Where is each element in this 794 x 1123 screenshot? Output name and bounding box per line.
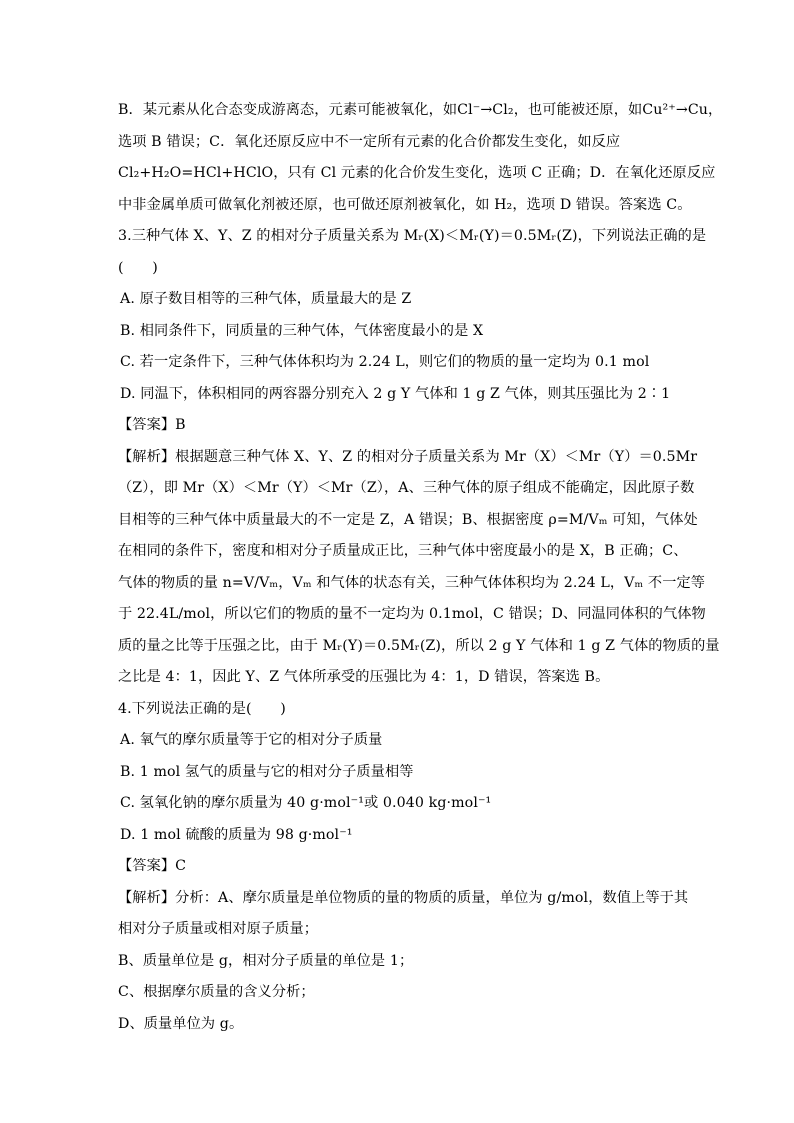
question-3-analysis-8: 之比是 4：1，因此 Y、Z 气体所承受的压强比为 4：1，D 错误，答案选 B。 (118, 669, 610, 685)
question-4-analysis-4: C、根据摩尔质量的含义分析； (118, 984, 315, 1000)
question-4-analysis-3: B、质量单位是 g，相对分子质量的单位是 1； (118, 952, 414, 969)
question-4-option-b: B. 1 mol 氢气的质量与它的相对分子质量相等 (120, 763, 414, 780)
question-3-analysis-1: 【解析】根据题意三种气体 X、Y、Z 的相对分子质量关系为 Mr（X）＜Mr（Y）＝0.5Mr (118, 448, 698, 465)
text-line-1: B．某元素从化合态变成游离态，元素可能被氧化，如Cl⁻→Cl₂，也可能被还原，如Cu²⁺→Cu， (118, 102, 723, 118)
question-4-option-c: C. 氢氧化钠的摩尔质量为 40 g·mol⁻¹或 0.040 kg·mol⁻¹ (120, 795, 492, 811)
question-4-analysis-5: D、质量单位为 g。 (118, 1015, 244, 1032)
question-3-option-a: A. 原子数目相等的三种气体，质量最大的是 Z (120, 291, 412, 307)
question-3-analysis-3: 目相等的三种气体中质量最大的不一定是 Z，A 错误；B、根据密度 ρ=M/Vₘ 可知，气体处 (118, 511, 698, 528)
question-3-analysis-2: （Z），即 Mr（X）＜Mr（Y）＜Mr（Z），A、三种气体的原子组成不能确定，因此原子数 (118, 480, 695, 496)
text-line-2: 选项 B 错误；C．氧化还原反应中不一定所有元素的化合价都发生变化，如反应 (118, 133, 621, 150)
question-4-option-d: D. 1 mol 硫酸的质量为 98 g·mol⁻¹ (120, 826, 353, 843)
question-3-option-c: C. 若一定条件下，三种气体体积均为 2.24 L，则它们的物质的量一定均为 0.1 mol (120, 354, 650, 370)
question-3-stem: 3.三种气体 X、Y、Z 的相对分子质量关系为 Mᵣ(X)＜Mᵣ(Y)＝0.5Mᵣ(Z)，下列说法正确的是 (118, 228, 707, 244)
text-line-3: Cl₂+H₂O=HCl+HClO，只有 Cl 元素的化合价发生变化，选项 C 正确；D．在氧化还原反应 (118, 165, 716, 181)
question-4-option-a: A. 氧气的摩尔质量等于它的相对分子质量 (120, 732, 383, 748)
question-3-analysis-6: 于 22.4L/mol，所以它们的物质的量不一定均为 0.1mol，C 错误；D、同温同体积的气体物 (118, 606, 706, 622)
question-4-answer: 【答案】C (118, 858, 187, 874)
text-line-4: 中非金属单质可做氧化剂被还原，也可做还原剂被氧化，如 H₂，选项 D 错误。答案选 C。 (118, 196, 692, 213)
question-4-stem: 4.下列说法正确的是( ) (118, 700, 286, 717)
question-3-analysis-4: 在相同的条件下，密度和相对分子质量成正比，三种气体中密度最小的是 X，B 正确；C、 (118, 543, 688, 559)
question-3-option-d: D. 同温下，体积相同的两容器分别充入 2 g Y 气体和 1 g Z 气体，则其压强比为 2∶1 (120, 385, 671, 402)
question-3-analysis-5: 气体的物质的量 n=V/Vₘ，Vₘ 和气体的状态有关，三种气体体积均为 2.24 L，Vₘ 不一定等 (118, 574, 706, 591)
question-3-option-b: B. 相同条件下，同质量的三种气体，气体密度最小的是 X (120, 322, 484, 339)
question-3-analysis-7: 质的量之比等于压强之比，由于 Mᵣ(Y)＝0.5Mᵣ(Z)，所以 2 g Y 气体和 1 g Z 气体的物质的量 (118, 637, 720, 654)
question-3-answer: 【答案】B (118, 417, 186, 433)
question-3-paren: ( ) (118, 259, 158, 276)
question-4-analysis-1: 【解析】分析：A、摩尔质量是单位物质的量的物质的质量，单位为 g/mol，数值上等于其 (118, 889, 689, 906)
question-4-analysis-2: 相对分子质量或相对原子质量； (118, 921, 319, 937)
